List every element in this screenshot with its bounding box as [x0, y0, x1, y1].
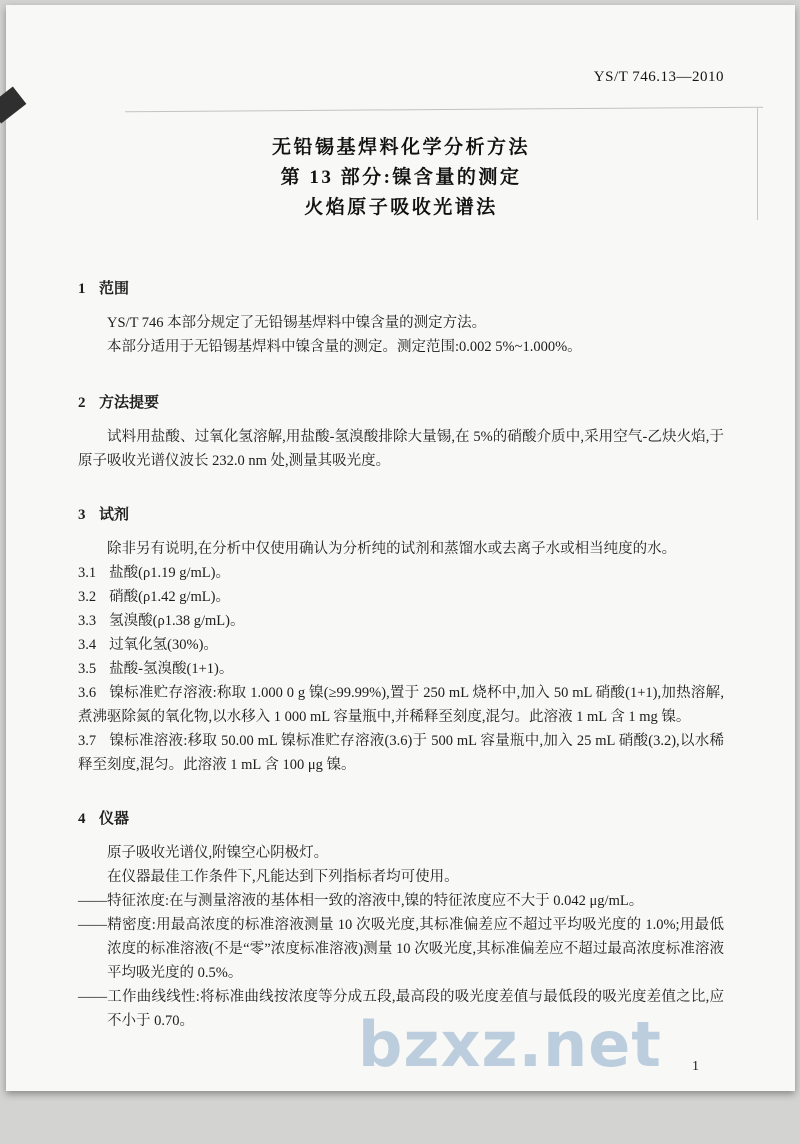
standard-code: YS/T 746.13—2010	[593, 69, 724, 85]
item-text: 盐酸(ρ1.19 g/mL)。	[109, 565, 230, 581]
spec-item: ——工作曲线线性:将标准曲线按浓度等分成五段,最高段的吸光度差值与最低段的吸光度差值之比,应不小于 0.70。	[78, 989, 724, 1029]
section-number: 4	[78, 811, 86, 827]
reagent-item	[78, 585, 724, 609]
section-body	[78, 311, 724, 359]
section-label: 仪器	[99, 811, 130, 827]
section-heading	[78, 807, 724, 831]
page-content	[78, 5, 724, 1033]
reagent-item	[78, 633, 724, 657]
title-line-3: 火焰原子吸收光谱法	[304, 197, 498, 218]
watermark: bzxz.net	[358, 1008, 662, 1081]
reagent-item	[78, 561, 724, 585]
page-number: 1	[692, 1059, 699, 1074]
section-heading	[78, 503, 724, 527]
scan-edge-right	[757, 108, 758, 220]
section-body	[78, 537, 724, 777]
section-number: 2	[78, 395, 86, 411]
title-line-1: 无铅锡基焊料化学分析方法	[271, 137, 530, 158]
document-page	[6, 5, 795, 1091]
section-heading	[78, 391, 724, 415]
item-text: 镍标准溶液:移取 50.00 mL 镍标准贮存溶液(3.6)于 500 mL 容量瓶中,加入 25 mL 硝酸(3.2),以水稀释至刻度,混匀。此溶液 1 mL 含 100 μg 镍。	[78, 733, 724, 773]
paragraph: YS/T 746 本部分规定了无铅锡基焊料中镍含量的测定方法。	[107, 315, 487, 331]
paragraph: 本部分适用于无铅锡基焊料中镍含量的测定。测定范围:0.002 5%~1.000%。	[107, 339, 582, 355]
section-instruments	[78, 807, 724, 1033]
spec-item: ——特征浓度:在与测量溶液的基体相一致的溶液中,镍的特征浓度应不大于 0.042 μg/mL。	[78, 893, 644, 909]
reagent-item	[78, 681, 724, 729]
paragraph: 原子吸收光谱仪,附镍空心阴极灯。	[107, 845, 329, 861]
item-number: 3.4	[78, 637, 97, 653]
item-text: 盐酸-氢溴酸(1+1)。	[109, 661, 234, 677]
item-number: 3.1	[78, 565, 97, 581]
section-scope	[78, 277, 724, 359]
section-label: 方法提要	[99, 395, 160, 411]
section-heading	[78, 277, 724, 301]
item-number: 3.7	[78, 733, 97, 749]
paragraph: 在仪器最佳工作条件下,凡能达到下列指标者均可使用。	[107, 869, 459, 885]
section-body	[78, 841, 724, 1033]
item-text: 镍标准贮存溶液:称取 1.000 0 g 镍(≥99.99%),置于 250 mL 烧杯中,加入 50 mL 硝酸(1+1),加热溶解,煮沸驱除氮的氧化物,以水移入 1 000 mL 容量瓶中,并稀释至刻度,混匀。此溶液 1 mL 含 1 mg 镍。	[78, 685, 724, 725]
reagent-item	[78, 657, 724, 681]
section-method-summary	[78, 391, 724, 473]
section-number: 3	[78, 507, 86, 523]
document-title	[78, 133, 724, 223]
section-label: 试剂	[99, 507, 130, 523]
section-number: 1	[78, 281, 86, 297]
spec-item: ——精密度:用最高浓度的标准溶液测量 10 次吸光度,其标准偏差应不超过平均吸光度的 1.0%;用最低浓度的标准溶液(不是“零”浓度标准溶液)测量 10 次吸光度,其标准偏差应不超过最高浓度标准溶液平均吸光度的 0.5%。	[78, 917, 724, 981]
item-number: 3.6	[78, 685, 97, 701]
reagent-item	[78, 729, 724, 777]
item-number: 3.3	[78, 613, 97, 629]
item-number: 3.2	[78, 589, 97, 605]
paragraph: 试料用盐酸、过氧化氢溶解,用盐酸-氢溴酸排除大量锡,在 5%的硝酸介质中,采用空气-乙炔火焰,于原子吸收光谱仪波长 232.0 nm 处,测量其吸光度。	[78, 429, 724, 469]
item-text: 硝酸(ρ1.42 g/mL)。	[109, 589, 230, 605]
section-reagents	[78, 503, 724, 777]
item-number: 3.5	[78, 661, 97, 677]
reagent-item	[78, 609, 724, 633]
title-line-2: 第 13 部分:镍含量的测定	[280, 167, 522, 188]
item-text: 氢溴酸(ρ1.38 g/mL)。	[109, 613, 245, 629]
section-body	[78, 425, 724, 473]
paragraph: 除非另有说明,在分析中仅使用确认为分析纯的试剂和蒸馏水或去离子水或相当纯度的水。	[107, 541, 677, 557]
item-text: 过氧化氢(30%)。	[109, 637, 218, 653]
section-label: 范围	[99, 281, 130, 297]
